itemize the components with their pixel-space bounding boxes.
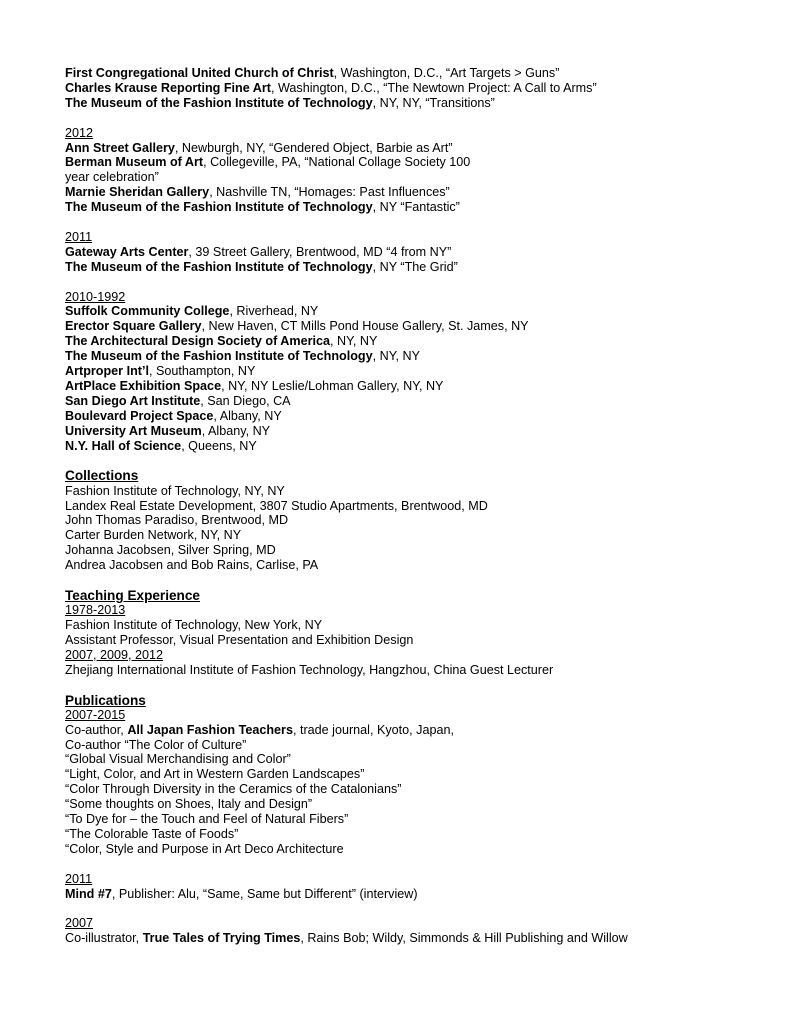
exhibition-entry: Berman Museum of Art, Collegeville, PA, “National Collage Society 100: [65, 155, 471, 170]
exhibition-entry: Charles Krause Reporting Fine Art, Washington, D.C., “The Newtown Project: A Call to Arms”: [65, 80, 597, 95]
exhibition-entry: Boulevard Project Space, Albany, NY: [65, 408, 282, 423]
publication-entry: Co-author “The Color of Culture”: [65, 737, 247, 752]
exhibition-entry: Artproper Int’l, Southampton, NY: [65, 364, 256, 379]
collection-entry: John Thomas Paradiso, Brentwood, MD: [65, 513, 289, 528]
publication-entry: “Global Visual Merchandising and Color”: [65, 752, 291, 767]
publication-entry: “Color, Style and Purpose in Art Deco Architecture: [65, 841, 344, 856]
collection-entry: Carter Burden Network, NY, NY: [65, 528, 242, 543]
year-label: 2007-2015: [65, 707, 126, 722]
collection-entry: Fashion Institute of Technology, NY, NY: [65, 483, 285, 498]
year-label: 2007: [65, 916, 94, 931]
publication-entry: Co-author, All Japan Fashion Teachers, trade journal, Kyoto, Japan,: [65, 722, 454, 737]
teaching-entry: Zhejiang International Institute of Fashion Technology, Hangzhou, China Guest Lecturer: [65, 662, 554, 677]
publication-entry: Mind #7, Publisher: Alu, “Same, Same but Different” (interview): [65, 886, 418, 901]
publication-entry: Co-illustrator, True Tales of Trying Times, Rains Bob; Wildy, Simmonds & Hill Publishing and Willow: [65, 931, 628, 946]
publication-entry: “Color Through Diversity in the Ceramics of the Catalonians”: [65, 782, 402, 797]
exhibition-entry: The Museum of the Fashion Institute of Technology, NY, NY, “Transitions”: [65, 95, 495, 110]
exhibition-entry: The Museum of the Fashion Institute of Technology, NY “The Grid”: [65, 259, 458, 274]
teaching-entry: Fashion Institute of Technology, New York, NY: [65, 618, 323, 633]
section-heading-teaching: Teaching Experience: [65, 587, 200, 603]
exhibition-entry: The Museum of the Fashion Institute of Technology, NY, NY: [65, 349, 420, 364]
exhibition-entry: The Museum of the Fashion Institute of Technology, NY “Fantastic”: [65, 200, 460, 215]
teaching-entry: Assistant Professor, Visual Presentation and Exhibition Design: [65, 632, 414, 647]
exhibition-entry: ArtPlace Exhibition Space, NY, NY Leslie/Lohman Gallery, NY, NY: [65, 378, 444, 393]
year-2012-section: [65, 126, 765, 215]
publication-entry: “The Colorable Taste of Foods”: [65, 827, 239, 842]
year-2011-section: [65, 230, 765, 275]
publication-entry: “Light, Color, and Art in Western Garden Landscapes”: [65, 767, 365, 782]
collections-section: [65, 468, 765, 573]
section-heading-collections: Collections: [65, 468, 139, 484]
exhibitions-continued: [65, 66, 765, 111]
exhibition-entry: Erector Square Gallery, New Haven, CT Mills Pond House Gallery, St. James, NY: [65, 319, 529, 334]
exhibition-entry: The Architectural Design Society of America, NY, NY: [65, 334, 378, 349]
exhibition-entry-continued: year celebration”: [65, 170, 159, 185]
year-label: 2012: [65, 125, 94, 140]
exhibition-entry: N.Y. Hall of Science, Queens, NY: [65, 438, 257, 453]
exhibition-entry: First Congregational United Church of Christ, Washington, D.C., “Art Targets > Guns”: [65, 66, 560, 80]
year-label: 2010-1992: [65, 289, 126, 304]
publications-section: [65, 693, 765, 947]
publication-entry: “To Dye for – the Touch and Feel of Natural Fibers”: [65, 812, 349, 827]
exhibition-entry: Gateway Arts Center, 39 Street Gallery, Brentwood, MD “4 from NY”: [65, 244, 452, 259]
document-page: [65, 66, 765, 946]
exhibition-entry: Ann Street Gallery, Newburgh, NY, “Gendered Object, Barbie as Art”: [65, 140, 453, 155]
publication-entry: “Some thoughts on Shoes, Italy and Design”: [65, 797, 313, 812]
year-label: 2007, 2009, 2012: [65, 647, 164, 662]
year-label: 2011: [65, 229, 93, 244]
year-label: 2011: [65, 871, 93, 886]
year-label: 1978-2013: [65, 603, 126, 618]
exhibition-entry: University Art Museum, Albany, NY: [65, 423, 271, 438]
section-heading-publications: Publications: [65, 692, 146, 708]
exhibition-entry: Marnie Sheridan Gallery, Nashville TN, “Homages: Past Influences”: [65, 185, 450, 200]
collection-entry: Andrea Jacobsen and Bob Rains, Carlise, PA: [65, 558, 319, 573]
year-2010-1992-section: [65, 290, 765, 454]
collection-entry: Johanna Jacobsen, Silver Spring, MD: [65, 543, 276, 558]
exhibition-entry: San Diego Art Institute, San Diego, CA: [65, 393, 291, 408]
teaching-section: [65, 588, 765, 678]
exhibition-entry: Suffolk Community College, Riverhead, NY: [65, 304, 319, 319]
collection-entry: Landex Real Estate Development, 3807 Studio Apartments, Brentwood, MD: [65, 498, 488, 513]
